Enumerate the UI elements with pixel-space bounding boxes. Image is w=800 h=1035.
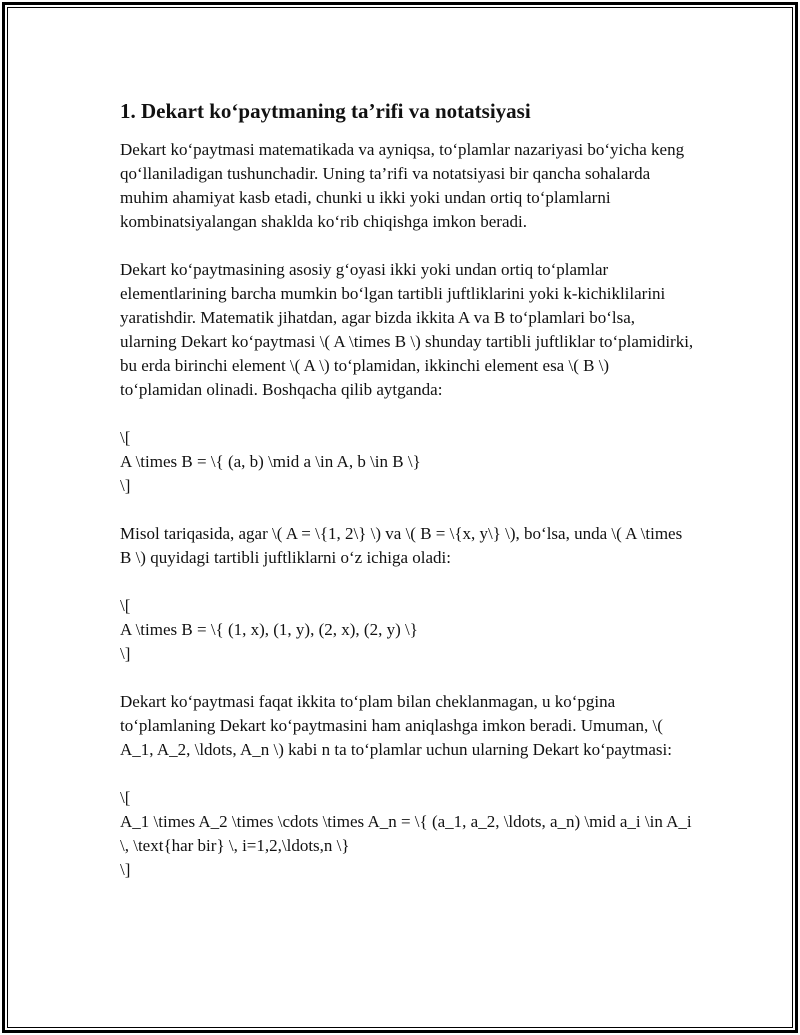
math-open-delimiter: \[ [120, 596, 131, 615]
math-block-example [120, 594, 695, 666]
section-heading: 1. Dekart ko‘paytmaning ta’rifi va notatsiyasi [120, 99, 531, 123]
math-open-delimiter: \[ [120, 428, 131, 447]
document-content [120, 97, 695, 906]
math-formula: A \times B = \{ (a, b) \mid a \in A, b \in B \} [120, 452, 421, 471]
paragraph-definition: Dekart ko‘paytmasining asosiy g‘oyasi ikki yoki undan ortiq to‘plamlar elementlarining barcha mumkin bo‘lgan tartibli juftliklarini yoki k-kichiklilarini yaratishdir. Matematik jihatdan, agar bizda ikkita A va B to‘plamlari bo‘lsa, ularning Dekart ko‘paytmasi \( A \times B \) shunday tartibli juftliklar to‘plamidirki, bu erda birinchi element \( A \) to‘plamidan, ikkinchi element esa \( B \) to‘plamidan olinadi. Boshqacha qilib aytganda: [120, 260, 694, 399]
math-block-general [120, 786, 695, 882]
paragraph-intro: Dekart ko‘paytmasi matematikada va ayniqsa, to‘plamlar nazariyasi bo‘yicha keng qo‘llaniladigan tushunchadir. Uning ta’rifi va notatsiyasi bir qancha sohalarda muhim ahamiyat kasb etadi, chunki u ikki yoki undan ortiq to‘plamlarni kombinatsiyalangan shaklda ko‘rib chiqishga imkon beradi. [120, 140, 685, 231]
math-open-delimiter: \[ [120, 788, 131, 807]
math-close-delimiter: \] [120, 644, 131, 663]
math-formula: A_1 \times A_2 \times \cdots \times A_n = \{ (a_1, a_2, \ldots, a_n) \mid a_i \in A_i \, \text{har bir} \, i=1,2,\ldots,n \} [120, 812, 692, 855]
math-close-delimiter: \] [120, 860, 131, 879]
math-block-definition [120, 426, 695, 498]
document-page [2, 2, 798, 1033]
paragraph-generalization: Dekart ko‘paytmasi faqat ikkita to‘plam bilan cheklanmagan, u ko‘pgina to‘plamlaning Dekart ko‘paytmasini ham aniqlashga imkon beradi. Umuman, \( A_1, A_2, \ldots, A_n \) kabi n ta to‘plamlar uchun ularning Dekart ko‘paytmasi: [120, 692, 672, 759]
paragraph-example: Misol tariqasida, agar \( A = \{1, 2\} \) va \( B = \{x, y\} \), bo‘lsa, unda \( A \times B \) quyidagi tartibli juftliklarni o‘z ichiga oladi: [120, 524, 683, 567]
math-formula: A \times B = \{ (1, x), (1, y), (2, x), (2, y) \} [120, 620, 418, 639]
math-close-delimiter: \] [120, 476, 131, 495]
